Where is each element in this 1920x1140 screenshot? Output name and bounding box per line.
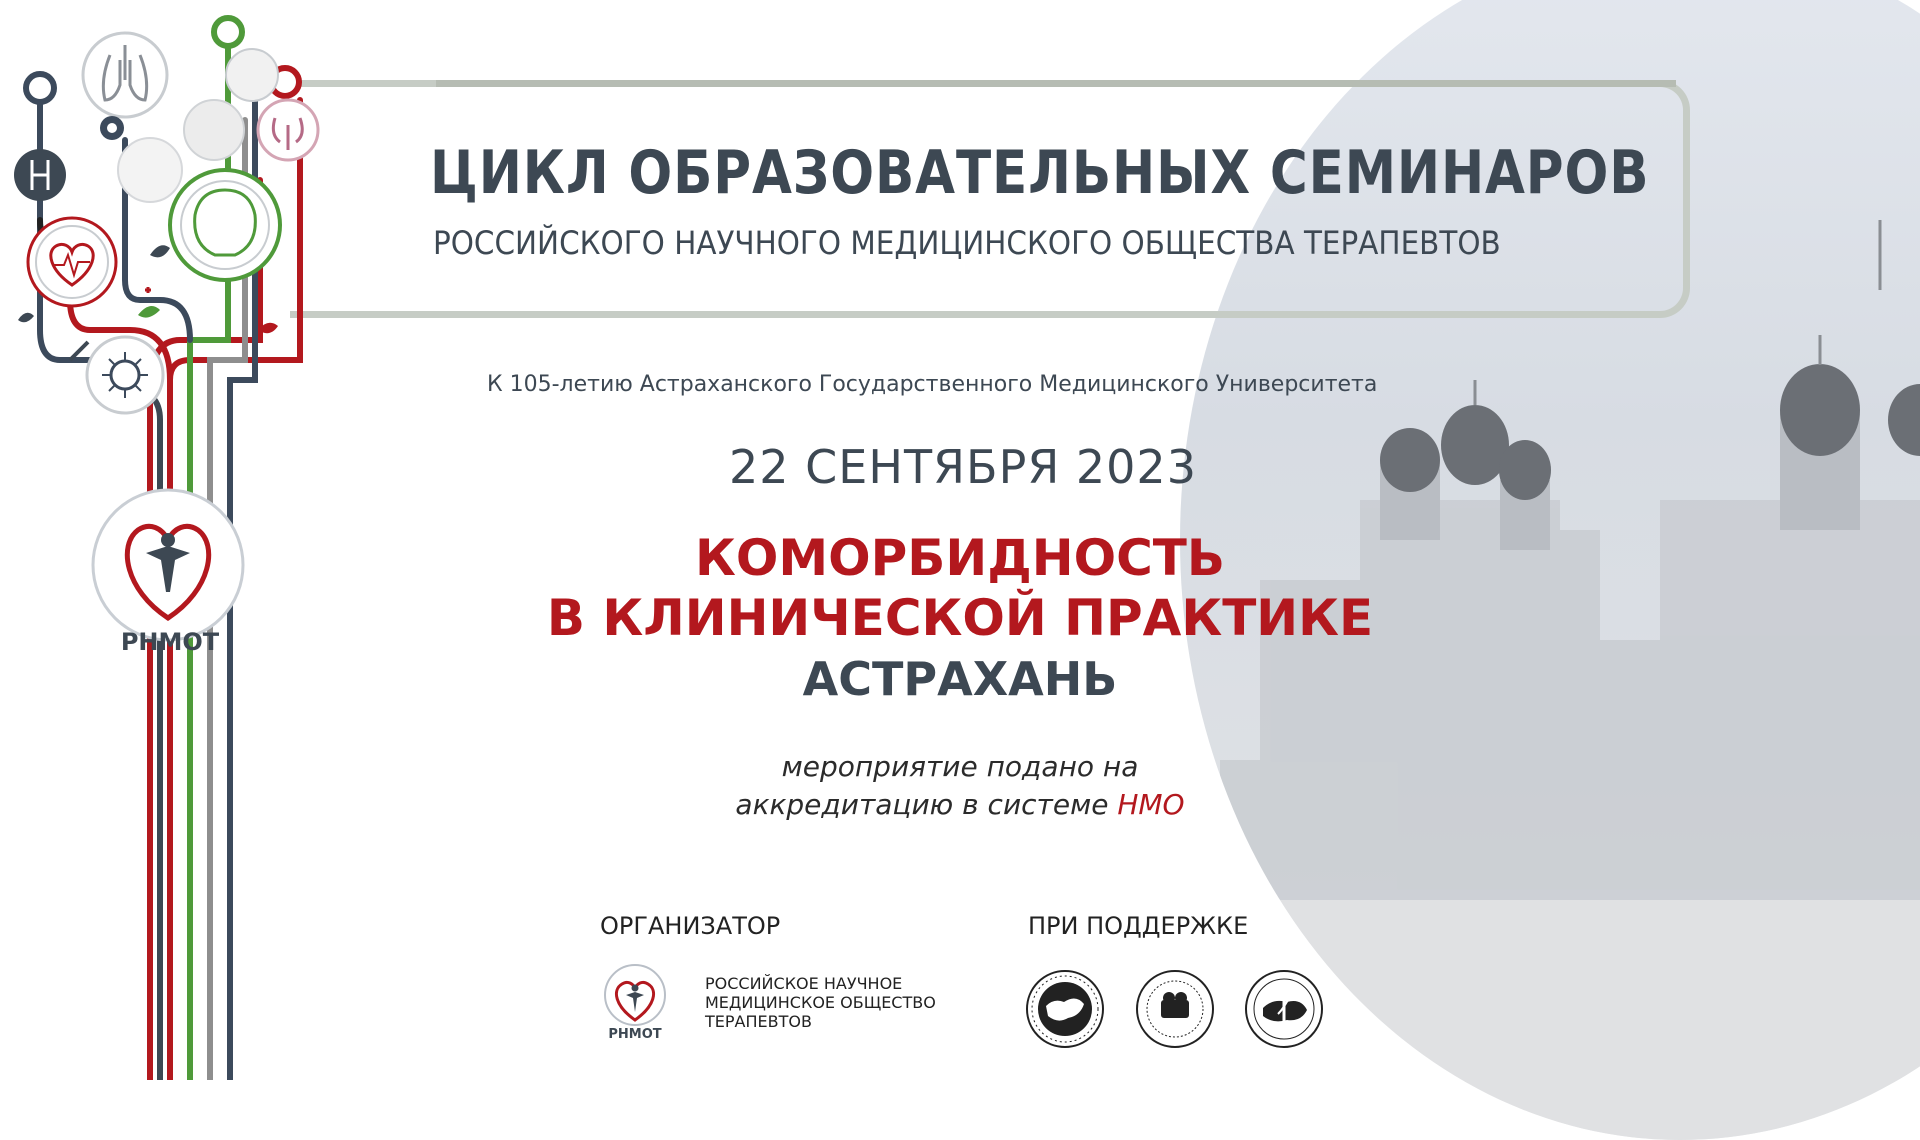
decorative-medical-tree	[0, 0, 340, 1080]
accreditation-note	[600, 748, 1320, 824]
nmo-highlight: НМО	[1117, 788, 1185, 821]
rnmot-logo-text: РНМОТ	[120, 628, 220, 656]
accreditation-line-2	[600, 786, 1320, 824]
organizer-name	[705, 974, 936, 1031]
series-title: ЦИКЛ ОБРАЗОВАТЕЛЬНЫХ СЕМИНАРОВ	[430, 138, 1650, 208]
anniversary-line: К 105-летию Астраханского Государственного Медицинского Университета	[487, 372, 1378, 397]
isim-logo	[1134, 968, 1216, 1050]
organizer-name-line-2: МЕДИЦИНСКОЕ ОБЩЕСТВО	[705, 993, 936, 1012]
accreditation-prefix: аккредитацию в системе	[735, 788, 1118, 821]
topic-line-1: КОМОРБИДНОСТЬ	[694, 529, 1226, 587]
event-date-text: 22 СЕНТЯБРЯ 2023	[729, 440, 1197, 494]
efim-logo	[1024, 968, 1106, 1050]
organizer-name-line-1: РОССИЙСКОЕ НАУЧНОЕ	[705, 974, 903, 993]
header-frame-bar	[436, 80, 1676, 87]
support-label: ПРИ ПОДДЕРЖКЕ	[1028, 912, 1249, 940]
rnmot-seal-logo	[1243, 968, 1325, 1050]
organizer-label: ОРГАНИЗАТОР	[600, 912, 781, 940]
series-subtitle: РОССИЙСКОГО НАУЧНОГО МЕДИЦИНСКОГО ОБЩЕСТВА ТЕРАПЕВТОВ	[433, 224, 1501, 262]
organizer-logo	[600, 962, 670, 1042]
accreditation-line-1: мероприятие подано на	[781, 750, 1139, 783]
event-city: АСТРАХАНЬ	[802, 652, 1118, 706]
topic-line-2: В КЛИНИЧЕСКОЙ ПРАКТИКЕ	[546, 589, 1374, 647]
organizer-logo-text: РНМОТ	[608, 1027, 662, 1042]
organizer-name-line-3: ТЕРАПЕВТОВ	[705, 1012, 812, 1031]
